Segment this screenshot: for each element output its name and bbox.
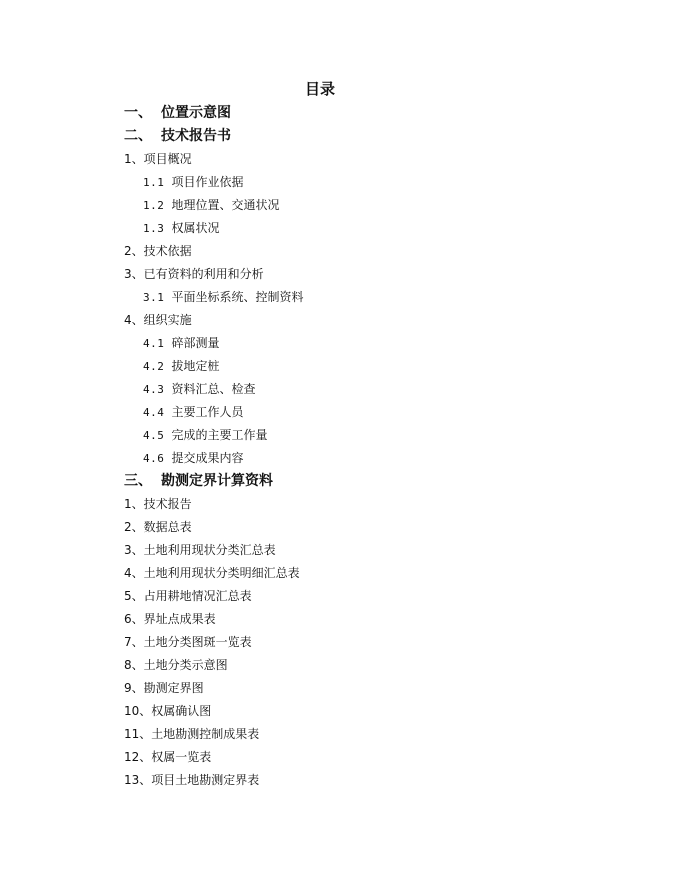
toc-entry-text: 项目土地勘测定界表 bbox=[151, 773, 260, 787]
toc-entry bbox=[124, 608, 304, 631]
toc-entry bbox=[124, 102, 304, 125]
toc-entry-number: 8、 bbox=[124, 658, 144, 672]
toc-entry-number: 4.6 bbox=[143, 452, 172, 465]
toc-entry bbox=[124, 493, 304, 516]
toc-entry-text: 界址点成果表 bbox=[143, 612, 216, 626]
toc-entry-number: 4.4 bbox=[143, 406, 172, 419]
toc-entry-number: 12、 bbox=[124, 750, 152, 764]
toc-entry-text: 拔地定桩 bbox=[171, 359, 220, 373]
toc-entry-text: 项目作业依据 bbox=[171, 175, 244, 189]
toc-entry-number: 4、 bbox=[124, 313, 144, 327]
toc-entry bbox=[124, 516, 304, 539]
toc-entry bbox=[124, 700, 304, 723]
toc-entry-text: 勘测定界计算资料 bbox=[161, 473, 273, 489]
toc-entry-text: 技术报告书 bbox=[161, 128, 231, 144]
toc-entry bbox=[124, 332, 304, 355]
toc-entry-text: 完成的主要工作量 bbox=[171, 428, 268, 442]
toc-entry-number: 5、 bbox=[124, 589, 144, 603]
toc-entry-number: 10、 bbox=[124, 704, 152, 718]
toc-entry bbox=[124, 746, 304, 769]
toc-entry bbox=[124, 148, 304, 171]
toc-entry-number: 一、 bbox=[124, 105, 152, 121]
toc-entry-number: 7、 bbox=[124, 635, 144, 649]
toc-entry bbox=[124, 240, 304, 263]
toc-entry bbox=[124, 401, 304, 424]
toc-entry bbox=[124, 677, 304, 700]
toc-entry-number: 三、 bbox=[124, 473, 152, 489]
toc-entry-text: 占用耕地情况汇总表 bbox=[143, 589, 252, 603]
toc-entry-text: 土地利用现状分类明细汇总表 bbox=[143, 566, 300, 580]
toc-entry bbox=[124, 378, 304, 401]
page-title: 目录 bbox=[304, 80, 335, 98]
toc-entry-number: 2、 bbox=[124, 520, 144, 534]
toc-entry-text: 土地分类图斑一览表 bbox=[143, 635, 252, 649]
toc-entry bbox=[124, 309, 304, 332]
toc-entry-number: 4.2 bbox=[143, 360, 172, 373]
table-of-contents bbox=[124, 102, 304, 792]
toc-entry-text: 权属一览表 bbox=[151, 750, 212, 764]
toc-entry bbox=[124, 769, 304, 792]
toc-entry bbox=[124, 631, 304, 654]
toc-entry-number: 11、 bbox=[124, 727, 152, 741]
toc-entry bbox=[124, 263, 304, 286]
toc-entry-number: 二、 bbox=[124, 128, 152, 144]
toc-entry bbox=[124, 125, 304, 148]
toc-entry-text: 土地勘测控制成果表 bbox=[151, 727, 260, 741]
toc-entry-text: 平面坐标系统、控制资料 bbox=[171, 290, 304, 304]
toc-entry-text: 提交成果内容 bbox=[171, 451, 244, 465]
toc-entry bbox=[124, 286, 304, 309]
toc-entry-text: 土地利用现状分类汇总表 bbox=[143, 543, 276, 557]
toc-entry bbox=[124, 470, 304, 493]
toc-entry-number: 4、 bbox=[124, 566, 144, 580]
toc-entry-number: 13、 bbox=[124, 773, 152, 787]
toc-entry-number: 3.1 bbox=[143, 291, 172, 304]
toc-entry-text: 土地分类示意图 bbox=[143, 658, 228, 672]
toc-entry-text: 权属确认图 bbox=[151, 704, 212, 718]
toc-entry bbox=[124, 562, 304, 585]
toc-entry-number: 1.1 bbox=[143, 176, 172, 189]
toc-entry bbox=[124, 723, 304, 746]
toc-entry bbox=[124, 171, 304, 194]
toc-entry-text: 组织实施 bbox=[143, 313, 192, 327]
toc-entry-number: 1.2 bbox=[143, 199, 172, 212]
toc-entry-text: 主要工作人员 bbox=[171, 405, 244, 419]
toc-entry-text: 资料汇总、检查 bbox=[171, 382, 256, 396]
toc-entry-text: 碎部测量 bbox=[171, 336, 220, 350]
toc-entry-number: 4.3 bbox=[143, 383, 172, 396]
toc-entry-text: 项目概况 bbox=[143, 152, 192, 166]
toc-entry bbox=[124, 539, 304, 562]
toc-entry-text: 技术报告 bbox=[143, 497, 192, 511]
toc-entry-number: 1、 bbox=[124, 497, 144, 511]
toc-entry-number: 6、 bbox=[124, 612, 144, 626]
toc-entry bbox=[124, 424, 304, 447]
toc-entry bbox=[124, 194, 304, 217]
toc-entry-text: 位置示意图 bbox=[161, 105, 231, 121]
toc-entry-text: 地理位置、交通状况 bbox=[171, 198, 280, 212]
toc-entry-number: 3、 bbox=[124, 267, 144, 281]
toc-entry-text: 技术依据 bbox=[143, 244, 192, 258]
toc-entry-number: 1.3 bbox=[143, 222, 172, 235]
toc-entry bbox=[124, 654, 304, 677]
toc-entry-text: 数据总表 bbox=[143, 520, 192, 534]
toc-entry bbox=[124, 355, 304, 378]
toc-entry-number: 4.1 bbox=[143, 337, 172, 350]
toc-entry-number: 1、 bbox=[124, 152, 144, 166]
toc-entry-text: 已有资料的利用和分析 bbox=[143, 267, 264, 281]
toc-entry-text: 权属状况 bbox=[171, 221, 220, 235]
toc-entry bbox=[124, 217, 304, 240]
toc-entry-number: 4.5 bbox=[143, 429, 172, 442]
toc-entry bbox=[124, 585, 304, 608]
toc-entry-number: 9、 bbox=[124, 681, 144, 695]
toc-entry-text: 勘测定界图 bbox=[143, 681, 204, 695]
toc-entry-number: 3、 bbox=[124, 543, 144, 557]
toc-entry bbox=[124, 447, 304, 470]
toc-entry-number: 2、 bbox=[124, 244, 144, 258]
